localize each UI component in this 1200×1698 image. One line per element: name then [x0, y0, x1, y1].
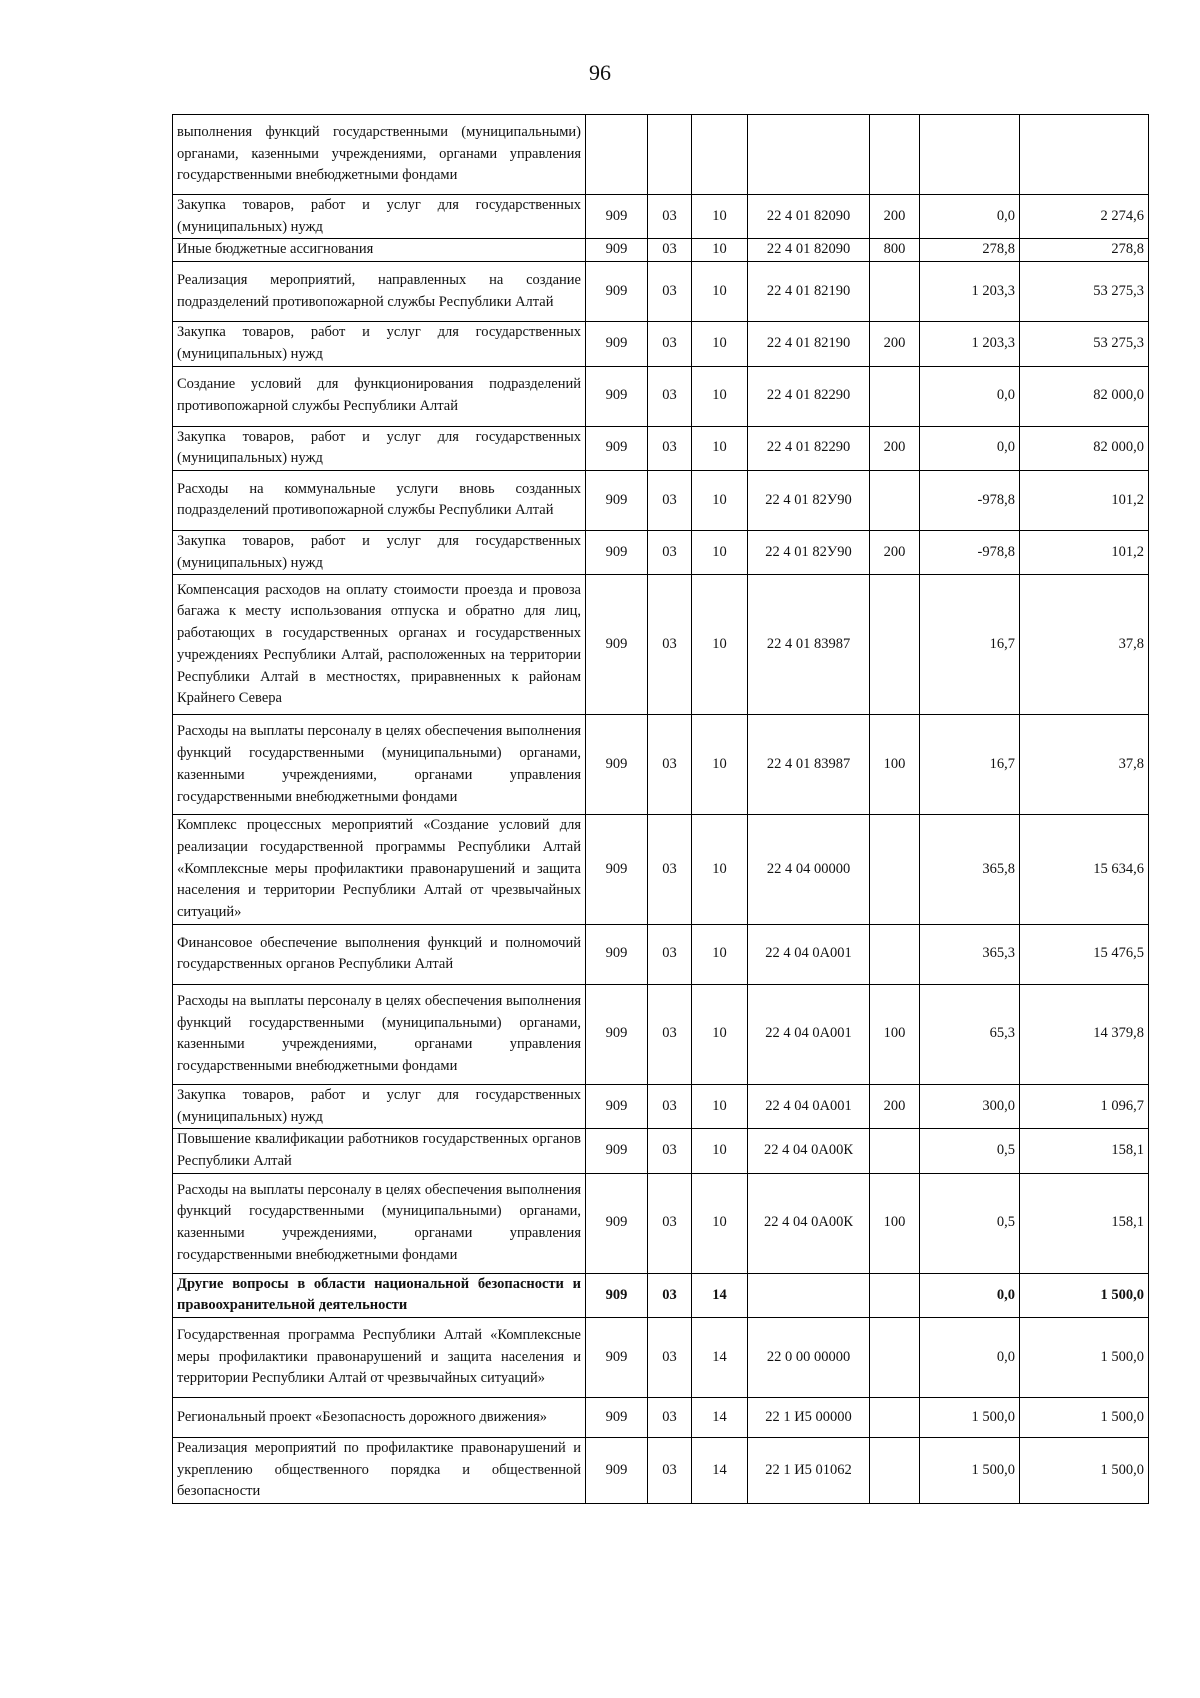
cell-target-article: 22 4 01 82У90 [748, 470, 870, 530]
table-row [173, 815, 1149, 925]
cell-target-article: 22 4 04 0А001 [748, 1084, 870, 1128]
budget-table [172, 114, 1149, 1504]
cell-target-article: 22 4 04 0А001 [748, 924, 870, 984]
table-row [173, 470, 1149, 530]
cell-ministry-code: 909 [586, 470, 648, 530]
cell-target-article: 22 4 01 82У90 [748, 530, 870, 574]
cell-subsection-code: 14 [692, 1318, 748, 1398]
cell-amount-change: 0,0 [920, 366, 1020, 426]
cell-ministry-code: 909 [586, 366, 648, 426]
cell-amount-total: 53 275,3 [1020, 322, 1149, 366]
row-description: Закупка товаров, работ и услуг для государственных (муниципальных) нужд [173, 1084, 586, 1128]
table-row [173, 924, 1149, 984]
cell-target-article: 22 4 01 82290 [748, 426, 870, 470]
cell-section-code: 03 [648, 195, 692, 239]
cell-amount-total: 2 274,6 [1020, 195, 1149, 239]
cell-expense-type [870, 1438, 920, 1504]
cell-target-article: 22 4 04 0А00К [748, 1173, 870, 1273]
cell-subsection-code: 10 [692, 239, 748, 262]
cell-ministry-code: 909 [586, 1173, 648, 1273]
cell-expense-type: 200 [870, 530, 920, 574]
table-row [173, 575, 1149, 715]
table-row [173, 239, 1149, 262]
cell-subsection-code: 10 [692, 322, 748, 366]
cell-ministry-code: 909 [586, 1398, 648, 1438]
cell-target-article: 22 4 01 83987 [748, 715, 870, 815]
cell-section-code: 03 [648, 530, 692, 574]
cell-section-code: 03 [648, 815, 692, 925]
cell-expense-type [870, 470, 920, 530]
cell-target-article [748, 1273, 870, 1317]
table-row [173, 1173, 1149, 1273]
cell-amount-total: 278,8 [1020, 239, 1149, 262]
table-row [173, 1273, 1149, 1317]
cell-section-code: 03 [648, 1318, 692, 1398]
table-row [173, 115, 1149, 195]
cell-amount-total: 82 000,0 [1020, 366, 1149, 426]
cell-amount-change: 1 500,0 [920, 1438, 1020, 1504]
cell-amount-change: 365,8 [920, 815, 1020, 925]
table-row [173, 426, 1149, 470]
cell-subsection-code [692, 115, 748, 195]
cell-section-code: 03 [648, 924, 692, 984]
cell-subsection-code: 14 [692, 1273, 748, 1317]
cell-amount-total: 158,1 [1020, 1173, 1149, 1273]
row-description: Расходы на коммунальные услуги вновь созданных подразделений противопожарной службы Республики Алтай [173, 470, 586, 530]
cell-expense-type: 100 [870, 1173, 920, 1273]
cell-expense-type [870, 1129, 920, 1173]
cell-amount-change: 16,7 [920, 715, 1020, 815]
row-description: Расходы на выплаты персоналу в целях обеспечения выполнения функций государственными (муниципальными) органами, казенными учреждениями, органами управления государственными внебюджетными фондами [173, 715, 586, 815]
page-number: 96 [589, 60, 611, 85]
cell-amount-change: -978,8 [920, 530, 1020, 574]
cell-amount-total: 82 000,0 [1020, 426, 1149, 470]
cell-amount-change: 0,5 [920, 1173, 1020, 1273]
cell-amount-total: 37,8 [1020, 575, 1149, 715]
cell-section-code: 03 [648, 426, 692, 470]
cell-section-code: 03 [648, 470, 692, 530]
cell-ministry-code: 909 [586, 924, 648, 984]
table-row [173, 984, 1149, 1084]
row-description: Компенсация расходов на оплату стоимости проезда и провоза багажа к месту использования отпуска и обратно для лиц, работающих в государственных органах и государственных учреждениях Республики Алтай, расположенных на территории Республики Алтай в местностях, приравненных к районам Крайнего Севера [173, 575, 586, 715]
cell-section-code: 03 [648, 1084, 692, 1128]
cell-amount-total: 15 634,6 [1020, 815, 1149, 925]
row-description: Закупка товаров, работ и услуг для государственных (муниципальных) нужд [173, 322, 586, 366]
cell-ministry-code [586, 115, 648, 195]
cell-target-article: 22 4 04 0А001 [748, 984, 870, 1084]
cell-amount-total: 14 379,8 [1020, 984, 1149, 1084]
cell-target-article: 22 4 01 83987 [748, 575, 870, 715]
cell-amount-total: 1 096,7 [1020, 1084, 1149, 1128]
cell-subsection-code: 10 [692, 470, 748, 530]
cell-amount-change: 1 203,3 [920, 322, 1020, 366]
cell-target-article: 22 1 И5 00000 [748, 1398, 870, 1438]
cell-amount-total: 101,2 [1020, 530, 1149, 574]
cell-subsection-code: 10 [692, 1173, 748, 1273]
table-row [173, 366, 1149, 426]
cell-amount-change: 0,0 [920, 1273, 1020, 1317]
cell-amount-total: 1 500,0 [1020, 1438, 1149, 1504]
cell-target-article: 22 0 00 00000 [748, 1318, 870, 1398]
cell-section-code: 03 [648, 239, 692, 262]
cell-subsection-code: 10 [692, 575, 748, 715]
cell-amount-total: 1 500,0 [1020, 1318, 1149, 1398]
cell-target-article: 22 4 04 0А00К [748, 1129, 870, 1173]
cell-ministry-code: 909 [586, 1438, 648, 1504]
table-row [173, 262, 1149, 322]
cell-section-code: 03 [648, 262, 692, 322]
cell-expense-type: 200 [870, 426, 920, 470]
cell-subsection-code: 10 [692, 1084, 748, 1128]
row-description: Реализация мероприятий, направленных на создание подразделений противопожарной службы Республики Алтай [173, 262, 586, 322]
cell-target-article: 22 4 01 82090 [748, 239, 870, 262]
cell-target-article: 22 4 01 82190 [748, 322, 870, 366]
cell-expense-type: 200 [870, 195, 920, 239]
cell-target-article: 22 1 И5 01062 [748, 1438, 870, 1504]
cell-expense-type [870, 1318, 920, 1398]
cell-target-article: 22 4 04 00000 [748, 815, 870, 925]
cell-target-article: 22 4 01 82290 [748, 366, 870, 426]
cell-amount-change: 65,3 [920, 984, 1020, 1084]
row-description: Государственная программа Республики Алтай «Комплексные меры профилактики правонарушений и защита населения и территории Республики Алтай от чрезвычайных ситуаций» [173, 1318, 586, 1398]
cell-subsection-code: 10 [692, 366, 748, 426]
row-description: Расходы на выплаты персоналу в целях обеспечения выполнения функций государственными (муниципальными) органами, казенными учреждениями, органами управления государственными внебюджетными фондами [173, 984, 586, 1084]
cell-amount-change: -978,8 [920, 470, 1020, 530]
row-description: Иные бюджетные ассигнования [173, 239, 586, 262]
cell-section-code: 03 [648, 984, 692, 1084]
cell-ministry-code: 909 [586, 322, 648, 366]
cell-ministry-code: 909 [586, 195, 648, 239]
cell-section-code: 03 [648, 715, 692, 815]
cell-amount-total: 37,8 [1020, 715, 1149, 815]
cell-target-article: 22 4 01 82090 [748, 195, 870, 239]
cell-section-code: 03 [648, 322, 692, 366]
row-description: Комплекс процессных мероприятий «Создание условий для реализации государственной программы Республики Алтай «Комплексные меры профилактики правонарушений и защита населения и территории Республики Алтай от чрезвычайных ситуаций» [173, 815, 586, 925]
cell-subsection-code: 10 [692, 530, 748, 574]
table-row [173, 322, 1149, 366]
cell-subsection-code: 14 [692, 1398, 748, 1438]
cell-expense-type: 100 [870, 984, 920, 1084]
cell-amount-total: 15 476,5 [1020, 924, 1149, 984]
cell-amount-change: 1 203,3 [920, 262, 1020, 322]
cell-ministry-code: 909 [586, 984, 648, 1084]
cell-subsection-code: 10 [692, 195, 748, 239]
table-row [173, 1318, 1149, 1398]
cell-amount-total: 53 275,3 [1020, 262, 1149, 322]
row-description: Закупка товаров, работ и услуг для государственных (муниципальных) нужд [173, 530, 586, 574]
row-description: Закупка товаров, работ и услуг для государственных (муниципальных) нужд [173, 426, 586, 470]
cell-subsection-code: 10 [692, 1129, 748, 1173]
table-row [173, 715, 1149, 815]
cell-section-code: 03 [648, 1438, 692, 1504]
cell-ministry-code: 909 [586, 575, 648, 715]
cell-subsection-code: 10 [692, 715, 748, 815]
table-row [173, 1129, 1149, 1173]
cell-ministry-code: 909 [586, 1129, 648, 1173]
cell-amount-change: 278,8 [920, 239, 1020, 262]
table-row [173, 1084, 1149, 1128]
row-description: Реализация мероприятий по профилактике правонарушений и укреплению общественного порядка и общественной безопасности [173, 1438, 586, 1504]
cell-section-code: 03 [648, 1273, 692, 1317]
cell-subsection-code: 10 [692, 815, 748, 925]
row-description: Создание условий для функционирования подразделений противопожарной службы Республики Алтай [173, 366, 586, 426]
cell-expense-type: 200 [870, 1084, 920, 1128]
row-description: Расходы на выплаты персоналу в целях обеспечения выполнения функций государственными (муниципальными) органами, казенными учреждениями, органами управления государственными внебюджетными фондами [173, 1173, 586, 1273]
cell-ministry-code: 909 [586, 426, 648, 470]
cell-expense-type [870, 262, 920, 322]
cell-target-article [748, 115, 870, 195]
cell-amount-change: 0,0 [920, 1318, 1020, 1398]
cell-section-code: 03 [648, 575, 692, 715]
cell-amount-change: 16,7 [920, 575, 1020, 715]
cell-amount-change [920, 115, 1020, 195]
row-description: Региональный проект «Безопасность дорожного движения» [173, 1398, 586, 1438]
cell-section-code: 03 [648, 1129, 692, 1173]
cell-section-code: 03 [648, 1173, 692, 1273]
cell-section-code: 03 [648, 1398, 692, 1438]
cell-subsection-code: 10 [692, 262, 748, 322]
cell-section-code [648, 115, 692, 195]
cell-subsection-code: 14 [692, 1438, 748, 1504]
table-row [173, 1438, 1149, 1504]
cell-ministry-code: 909 [586, 1273, 648, 1317]
cell-amount-change: 1 500,0 [920, 1398, 1020, 1438]
cell-amount-total: 1 500,0 [1020, 1273, 1149, 1317]
cell-expense-type [870, 1398, 920, 1438]
cell-expense-type: 800 [870, 239, 920, 262]
cell-amount-total: 1 500,0 [1020, 1398, 1149, 1438]
cell-expense-type: 200 [870, 322, 920, 366]
table-row [173, 1398, 1149, 1438]
cell-amount-change: 365,3 [920, 924, 1020, 984]
cell-amount-total [1020, 115, 1149, 195]
cell-expense-type [870, 575, 920, 715]
cell-amount-change: 300,0 [920, 1084, 1020, 1128]
cell-ministry-code: 909 [586, 1084, 648, 1128]
cell-expense-type [870, 366, 920, 426]
cell-expense-type: 100 [870, 715, 920, 815]
cell-expense-type [870, 924, 920, 984]
row-description: Другие вопросы в области национальной безопасности и правоохранительной деятельности [173, 1273, 586, 1317]
cell-section-code: 03 [648, 366, 692, 426]
cell-ministry-code: 909 [586, 262, 648, 322]
cell-expense-type [870, 815, 920, 925]
cell-expense-type [870, 115, 920, 195]
row-description: Повышение квалификации работников государственных органов Республики Алтай [173, 1129, 586, 1173]
cell-subsection-code: 10 [692, 984, 748, 1084]
row-description: Закупка товаров, работ и услуг для государственных (муниципальных) нужд [173, 195, 586, 239]
cell-subsection-code: 10 [692, 426, 748, 470]
cell-ministry-code: 909 [586, 239, 648, 262]
cell-subsection-code: 10 [692, 924, 748, 984]
cell-amount-change: 0,0 [920, 195, 1020, 239]
table-row [173, 530, 1149, 574]
cell-expense-type [870, 1273, 920, 1317]
cell-target-article: 22 4 01 82190 [748, 262, 870, 322]
cell-ministry-code: 909 [586, 715, 648, 815]
row-description: выполнения функций государственными (муниципальными) органами, казенными учреждениями, органами управления государственными внебюджетными фондами [173, 115, 586, 195]
cell-ministry-code: 909 [586, 815, 648, 925]
cell-amount-change: 0,0 [920, 426, 1020, 470]
cell-amount-total: 158,1 [1020, 1129, 1149, 1173]
row-description: Финансовое обеспечение выполнения функций и полномочий государственных органов Республики Алтай [173, 924, 586, 984]
table-row [173, 195, 1149, 239]
cell-amount-total: 101,2 [1020, 470, 1149, 530]
cell-ministry-code: 909 [586, 1318, 648, 1398]
cell-ministry-code: 909 [586, 530, 648, 574]
cell-amount-change: 0,5 [920, 1129, 1020, 1173]
